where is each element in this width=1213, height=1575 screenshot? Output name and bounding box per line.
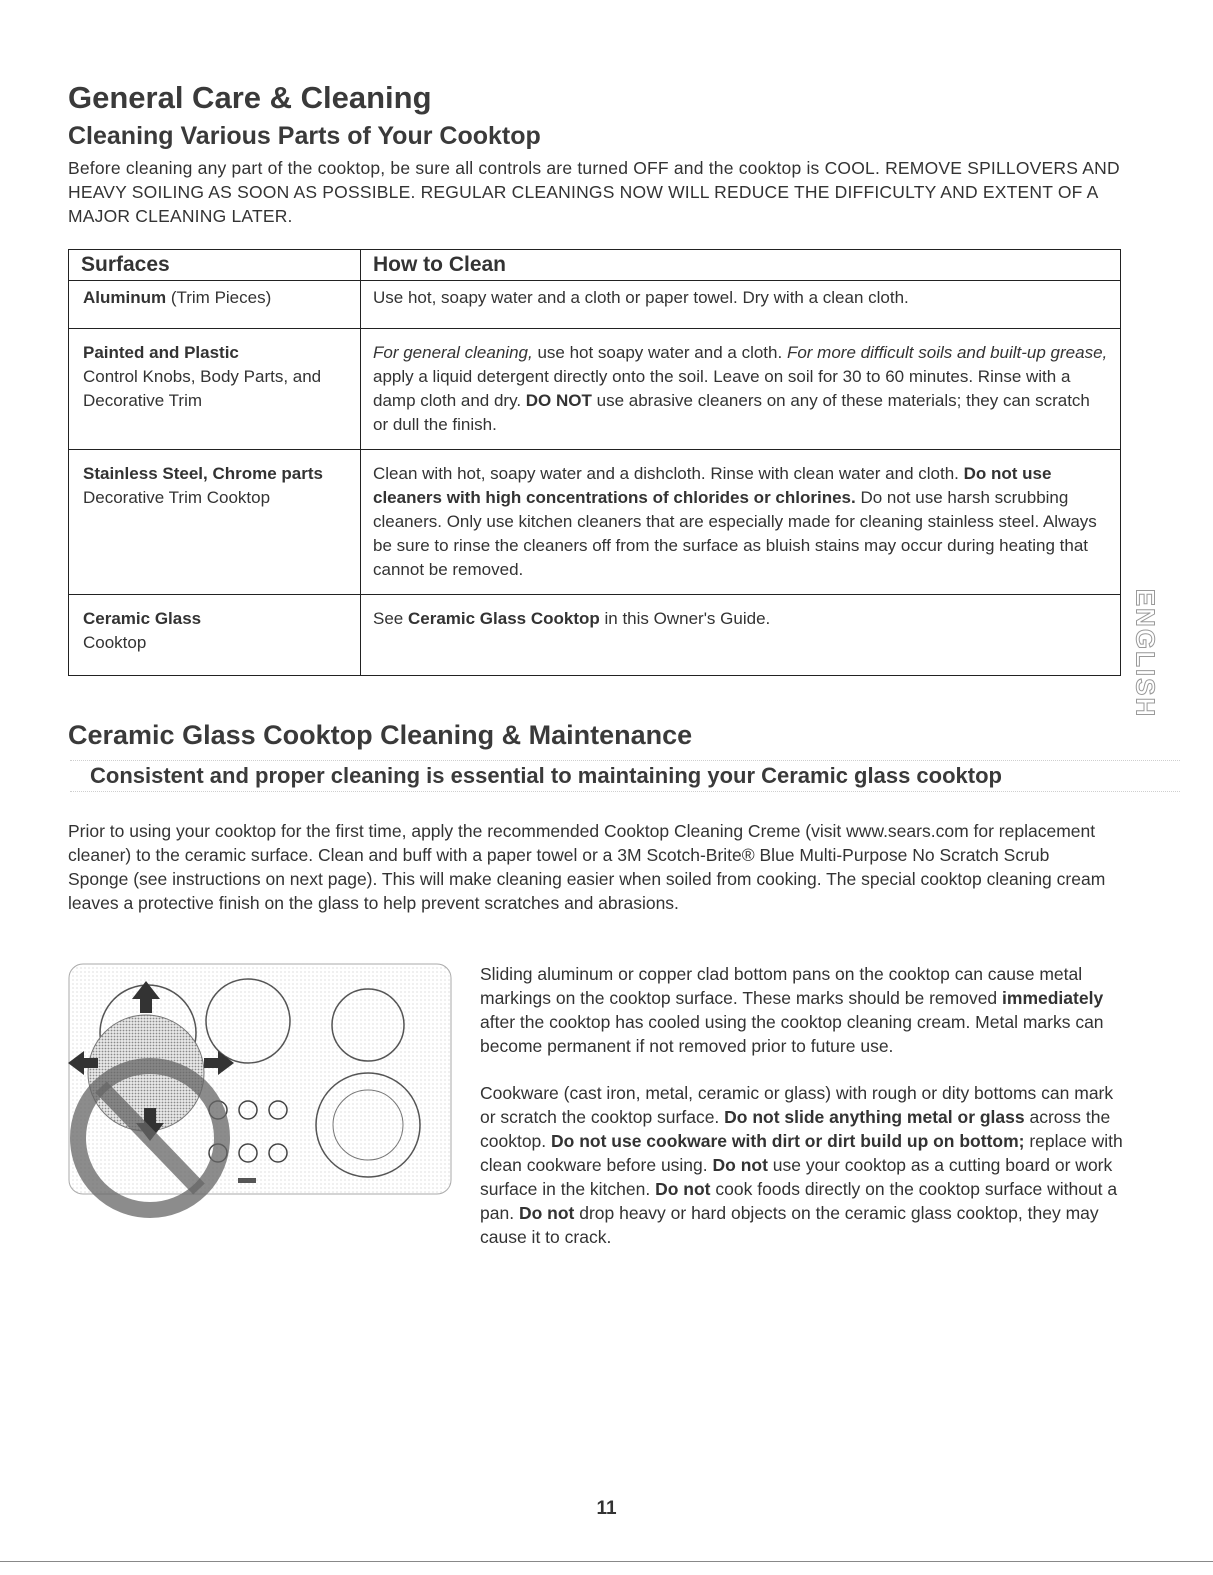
surface-name: Ceramic Glass [83, 609, 202, 628]
emphasis-bold: Do not [712, 1155, 768, 1175]
section-title: Cleaning Various Parts of Your Cooktop [68, 122, 541, 150]
text-run: Use hot, soapy water and a cloth or paper towel. Dry with a clean cloth. [373, 288, 909, 307]
emphasis-bold: immediately [1002, 988, 1104, 1008]
text-run: Do not use harsh scrubbing cleaners. Only use kitchen cleaners that are especially made for cleaning stainless steel. Always be sure to rinse the cleaners off from the surface as bluish stains may occur during heating that cannot be removed. [373, 488, 1097, 579]
text-run: cook foods directly on the cooktop surface without a pan. [480, 1179, 1118, 1223]
text-run: across the cooktop. [480, 1107, 1111, 1151]
surface-name: Aluminum [83, 288, 167, 307]
footer-rule [0, 1561, 1213, 1562]
surface-cell [69, 450, 361, 595]
cookware-guidance [480, 962, 1130, 1272]
metal-marks-paragraph [480, 962, 1130, 1058]
text-run: use abrasive cleaners on any of these materials; they can scratch or dull the finish. [373, 391, 1090, 434]
text-run: use hot soapy water and a cloth. [532, 343, 787, 362]
how-to-clean-cell [361, 595, 1121, 676]
surface-detail: Control Knobs, Body Parts, and Decorative Trim [83, 367, 322, 410]
emphasis-bold: Do not [655, 1179, 711, 1199]
column-header-surfaces: Surfaces [69, 250, 361, 281]
emphasis-bold: DO NOT [525, 391, 592, 410]
text-run: drop heavy or hard objects on the ceramic glass cooktop, they may cause it to crack. [480, 1203, 1099, 1247]
how-to-clean-cell [361, 281, 1121, 329]
emphasis-italic: For more difficult soils and built-up grease, [786, 343, 1108, 362]
ceramic-intro-paragraph: Prior to using your cooktop for the first time, apply the recommended Cooktop Cleaning Creme (visit www.sears.com for replacement cleaner) to the ceramic surface. Clean and buff with a paper towel or a 3M Scotch-Brite® Blue Multi-Purpose No Scratch Scrub Sponge (see instructions on next page). This will make cleaning easier when soiled from cooking. The special cooktop cleaning cream leaves a protective finish on the glass to help prevent scratches and abrasions. [68, 821, 1106, 913]
ceramic-heading: Ceramic Glass Cooktop Cleaning & Maintenance [68, 720, 693, 750]
cooktop-illustration [68, 963, 453, 1223]
surface-cell [69, 329, 361, 450]
surface-cell [69, 281, 361, 329]
language-side-tab [1128, 583, 1162, 723]
surface-cell [69, 595, 361, 676]
page-number: 11 [596, 1498, 617, 1519]
text-run: Cookware (cast iron, metal, ceramic or glass) with rough or dity bottoms can mark or scratch the cooktop surface. [480, 1083, 1114, 1127]
text-run: use your cooktop as a cutting board or work surface in the kitchen. [480, 1155, 1113, 1199]
surface-detail: Cooktop [83, 633, 147, 652]
table-row [69, 329, 1121, 450]
table-row [69, 450, 1121, 595]
table-row [69, 595, 1121, 676]
text-run: See [373, 609, 408, 628]
emphasis-bold: Do not slide anything metal or glass [724, 1107, 1025, 1127]
how-to-clean-cell [361, 450, 1121, 595]
intro-paragraph: Before cleaning any part of the cooktop, be sure all controls are turned OFF and the cooktop is COOL. REMOVE SPILLOVERS AND HEAVY SOILING AS SOON AS POSSIBLE. REGULAR CLEANINGS NOW WILL REDUCE THE DIFFICULTY AND EXTENT OF A MAJOR CLEANING LATER. [68, 158, 1120, 226]
surface-detail: Decorative Trim Cooktop [83, 488, 271, 507]
cookware-paragraph [480, 1081, 1130, 1249]
how-to-clean-cell [361, 329, 1121, 450]
emphasis-italic: For general cleaning, [373, 343, 533, 362]
surface-name: Stainless Steel, Chrome parts [83, 464, 323, 483]
ceramic-subheading: Consistent and proper cleaning is essential to maintaining your Ceramic glass cooktop [70, 760, 1180, 792]
surface-suffix: (Trim Pieces) [166, 288, 272, 307]
emphasis-bold: Ceramic Glass Cooktop [407, 609, 600, 628]
text-run: Clean with hot, soapy water and a dishcloth. Rinse with clean water and cloth. [373, 464, 964, 483]
control-display [238, 1178, 256, 1183]
table-header-row [69, 250, 1121, 281]
emphasis-bold: Do not use cookware with dirt or dirt build up on bottom; [551, 1131, 1025, 1151]
page-title: General Care & Cleaning [68, 80, 432, 115]
text-run: apply a liquid detergent directly onto the soil. Leave on soil for 30 to 60 minutes. Rinse with a damp cloth and dry. [373, 367, 1071, 410]
emphasis-bold: Do not [518, 1203, 575, 1223]
emphasis-bold: Do not use cleaners with high concentrations of chlorides or chlorines. [373, 464, 1052, 507]
text-run: in this Owner's Guide. [599, 609, 771, 628]
text-run: Sliding aluminum or copper clad bottom pans on the cooktop can cause metal markings on the cooktop surface. These marks should be removed [480, 964, 1083, 1008]
column-header-how-to-clean: How to Clean [361, 250, 1121, 281]
language-side-tab-label: ENGLISH [1130, 588, 1161, 718]
text-run: replace with clean cookware before using. [480, 1131, 1123, 1175]
cleaning-table [68, 249, 1121, 676]
table-row [69, 281, 1121, 329]
text-run: after the cooktop has cooled using the cooktop cleaning cream. Metal marks can become permanent if not removed prior to future use. [480, 1012, 1104, 1056]
surface-name: Painted and Plastic [83, 343, 239, 362]
